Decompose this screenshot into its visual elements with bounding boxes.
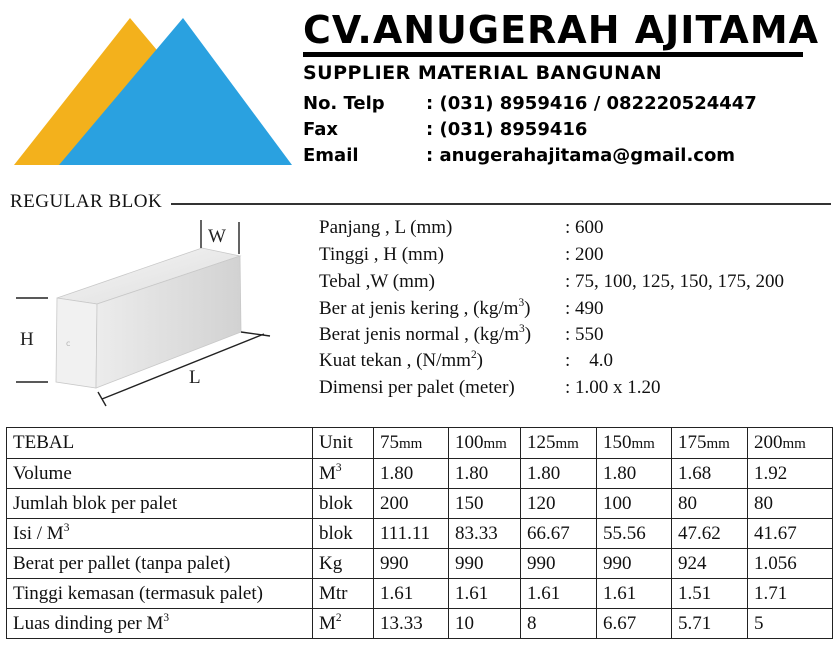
header-size-num: 150 <box>603 432 632 453</box>
diagram-label-w: W <box>208 226 226 247</box>
header-size-num: 125 <box>527 432 556 453</box>
header-size-num: 75 <box>380 432 399 453</box>
row-label-text: Isi / M <box>13 522 64 544</box>
header-size-num: 175 <box>678 432 707 453</box>
table-cell: 1.61 <box>374 579 449 609</box>
row-unit-text: blok <box>319 522 353 544</box>
table-cell: 8 <box>521 609 597 639</box>
l-dim-tick-left <box>98 392 106 406</box>
row-label-sup: 3 <box>63 521 70 534</box>
table-row <box>7 549 833 579</box>
row-unit <box>313 519 374 549</box>
table-cell: 83.33 <box>449 519 521 549</box>
row-unit-text: blok <box>319 492 353 514</box>
row-unit-text: Kg <box>319 552 343 574</box>
spec-label-text: Berat jenis normal , (kg/m <box>319 324 519 345</box>
l-dim-tick-right <box>241 332 270 336</box>
block-stamp: c <box>66 339 71 348</box>
company-name: CV.ANUGERAH AJITAMA <box>303 8 820 52</box>
table-cell: 120 <box>521 489 597 519</box>
row-unit <box>313 489 374 519</box>
row-unit-sup: 3 <box>335 461 342 474</box>
header-cell <box>374 428 449 459</box>
header-size-num: 100 <box>455 432 484 453</box>
spec-value: : 1.00 x 1.20 <box>565 377 661 398</box>
header-size-unit: mm <box>399 436 423 452</box>
table-row <box>7 459 833 489</box>
row-label <box>7 609 313 639</box>
row-unit-text: Mtr <box>319 582 348 604</box>
spec-value: : 200 <box>565 244 604 265</box>
table-cell: 1.68 <box>672 459 748 489</box>
table-cell: 80 <box>748 489 833 519</box>
row-unit <box>313 549 374 579</box>
spec-label-text-end: ) <box>476 350 483 371</box>
spec-label-sup: 3 <box>518 297 525 310</box>
table-cell: 1.61 <box>449 579 521 609</box>
table-row <box>7 519 833 549</box>
header-size-unit: mm <box>706 436 730 452</box>
row-unit <box>313 579 374 609</box>
table-cell: 13.33 <box>374 609 449 639</box>
row-label: Jumlah blok per palet <box>7 489 313 519</box>
section-divider <box>171 203 831 205</box>
spec-label: Tebal ,W (mm) <box>319 271 435 292</box>
spec-label-text-end: ) <box>524 324 532 345</box>
table-cell: 6.67 <box>597 609 672 639</box>
row-unit-text: M <box>319 462 336 484</box>
table-cell: 100 <box>597 489 672 519</box>
header-cell <box>672 428 748 459</box>
table-cell: 41.67 <box>748 519 833 549</box>
header-cell <box>748 428 833 459</box>
header-cell: TEBAL <box>7 428 313 459</box>
row-label: Berat per pallet (tanpa palet) <box>7 549 313 579</box>
row-unit-sup: 2 <box>335 611 342 624</box>
spec-label: Dimensi per palet (meter) <box>319 377 515 398</box>
block-end-face <box>56 298 97 388</box>
spec-value: : 4.0 <box>565 350 614 371</box>
spec-label: Tinggi , H (mm) <box>319 244 444 265</box>
spec-value: : 75, 100, 125, 150, 175, 200 <box>565 271 785 292</box>
contact-email-label: Email <box>303 145 359 166</box>
header-size-unit: mm <box>483 436 507 452</box>
row-label <box>7 519 313 549</box>
table-cell: 1.80 <box>521 459 597 489</box>
table-cell: 924 <box>672 549 748 579</box>
row-label-sup: 3 <box>163 611 170 624</box>
table-cell: 66.67 <box>521 519 597 549</box>
diagram-label-h: H <box>20 329 34 350</box>
row-unit-text: M <box>319 612 336 634</box>
header-cell <box>597 428 672 459</box>
table-cell: 150 <box>449 489 521 519</box>
row-unit <box>313 459 374 489</box>
row-label: Tinggi kemasan (termasuk palet) <box>7 579 313 609</box>
table-cell: 990 <box>374 549 449 579</box>
table-cell: 1.80 <box>449 459 521 489</box>
table-row <box>7 489 833 519</box>
contact-phone-value: : (031) 8959416 / 082220524447 <box>426 93 757 114</box>
spec-label-text: Ber at jenis kering , (kg/m <box>319 298 519 319</box>
spec-value: : 550 <box>565 324 604 345</box>
table-cell: 1.80 <box>597 459 672 489</box>
table-cell: 1.92 <box>748 459 833 489</box>
table-cell: 1.71 <box>748 579 833 609</box>
table-cell: 990 <box>521 549 597 579</box>
row-label: Volume <box>7 459 313 489</box>
spec-label <box>319 324 531 346</box>
spec-label-sup: 3 <box>518 323 525 336</box>
header-cell <box>449 428 521 459</box>
spec-label-text: Kuat tekan , (N/mm <box>319 350 471 371</box>
table-cell: 1.51 <box>672 579 748 609</box>
header-size-num: 200 <box>754 432 783 453</box>
table-row <box>7 609 833 639</box>
spec-table <box>6 427 833 639</box>
tagline: SUPPLIER MATERIAL BANGUNAN <box>303 62 663 84</box>
table-cell: 55.56 <box>597 519 672 549</box>
spec-value: : 600 <box>565 217 604 238</box>
header-size-unit: mm <box>555 436 579 452</box>
table-cell: 5 <box>748 609 833 639</box>
company-logo <box>14 14 294 166</box>
table-cell: 47.62 <box>672 519 748 549</box>
header-size-unit: mm <box>631 436 655 452</box>
table-cell: 80 <box>672 489 748 519</box>
spec-label-text-end: ) <box>524 298 531 319</box>
table-cell: 111.11 <box>374 519 449 549</box>
row-unit <box>313 609 374 639</box>
table-row <box>7 579 833 609</box>
table-cell: 10 <box>449 609 521 639</box>
title-underline <box>303 52 803 57</box>
header-size-unit: mm <box>782 436 806 452</box>
contact-fax-value: : (031) 8959416 <box>426 119 588 140</box>
table-cell: 1.056 <box>748 549 833 579</box>
table-header-row <box>7 428 833 459</box>
spec-value: : 490 <box>565 298 604 319</box>
header-cell: Unit <box>313 428 374 459</box>
contact-fax-label: Fax <box>303 119 338 140</box>
section-title: REGULAR BLOK <box>10 191 163 212</box>
table-cell: 1.61 <box>521 579 597 609</box>
contact-email-value: : anugerahajitama@gmail.com <box>426 145 736 166</box>
header-cell <box>521 428 597 459</box>
spec-label: Panjang , L (mm) <box>319 217 453 238</box>
block-diagram <box>12 212 302 412</box>
table-cell: 200 <box>374 489 449 519</box>
spec-label-sup: 2 <box>470 349 477 362</box>
contact-phone-label: No. Telp <box>303 93 385 114</box>
table-cell: 990 <box>597 549 672 579</box>
table-cell: 1.80 <box>374 459 449 489</box>
table-cell: 1.61 <box>597 579 672 609</box>
row-label-text: Luas dinding per M <box>13 612 164 634</box>
table-cell: 990 <box>449 549 521 579</box>
spec-label <box>319 298 531 320</box>
diagram-label-l: L <box>189 367 201 388</box>
table-cell: 5.71 <box>672 609 748 639</box>
spec-label <box>319 350 483 372</box>
